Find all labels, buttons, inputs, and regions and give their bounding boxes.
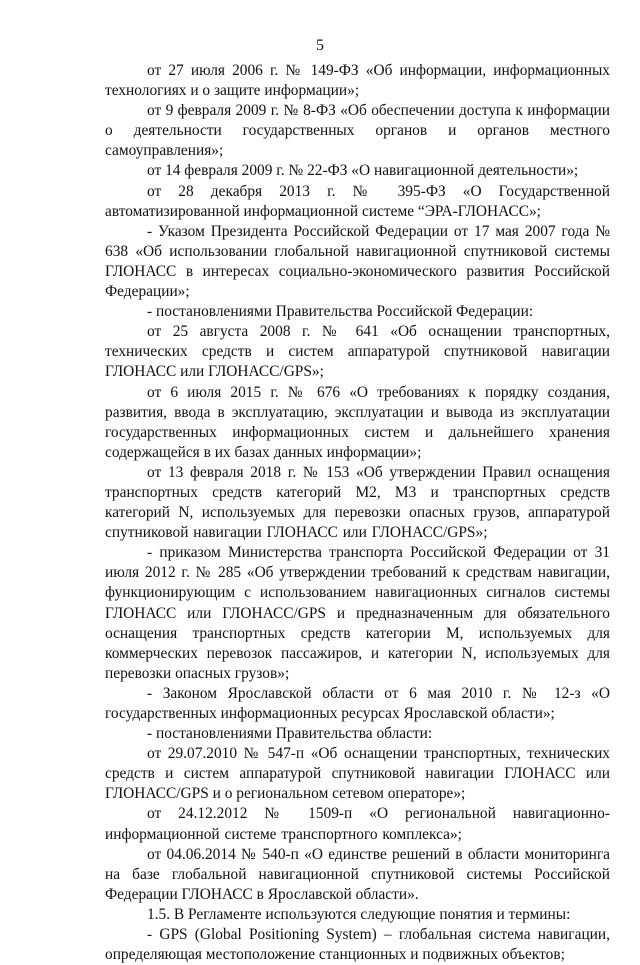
paragraph-law-149fz: от 27 июля 2006 г. № 149-ФЗ «Об информации, информационных технологиях и о защите информации»; — [105, 62, 610, 100]
paragraph-government-resolutions-heading: - постановлениями Правительства Российской Федерации: — [147, 303, 534, 321]
page-number: 5 — [316, 37, 324, 54]
paragraph-regional-resolution-547: от 29.07.2010 № 547-п «Об оснащении транспортных, технических средств и систем аппаратурой спутниковой навигации ГЛОНАСС или ГЛОНАСС/GPS и о региональном сетевом операторе»; — [105, 745, 610, 803]
paragraph-yaroslavl-law: - Законом Ярославской области от 6 мая 2010 г. № 12-з «О государственных информационных ресурсах Ярославской области»; — [105, 684, 610, 722]
paragraph-resolution-676: от 6 июля 2015 г. № 676 «О требованиях к порядку создания, развития, ввода в эксплуатацию, эксплуатации и вывода из эксплуатации государственных информационных систем и дальнейшего хранения содержащейся в их базах данных информации»; — [105, 383, 610, 461]
paragraph-section-1-5: 1.5. В Регламенте используются следующие понятия и термины: — [147, 905, 571, 923]
paragraph-transport-ministry-order: - приказом Министерства транспорта Российской Федерации от 31 июля 2012 г. № 285 «Об утверждении требований к средствам навигации, функционирующим с использованием навигационных сигналов системы ГЛОНАСС или ГЛОНАСС/GPS и предназначенным для обязательного оснащения транспортных средств категории М, используемых для коммерческих перевозок пассажиров, и категории N, используемых для перевозки опасных грузов»; — [105, 544, 610, 682]
paragraph-law-395fz: от 28 декабря 2013 г. № 395-ФЗ «О Государственной автоматизированной информационной системе “ЭРА-ГЛОНАСС»; — [105, 182, 610, 220]
paragraph-resolution-153: от 13 февраля 2018 г. № 153 «Об утверждении Правил оснащения транспортных средств категорий М2, М3 и транспортных средств категорий N, используемых для перевозки опасных грузов, аппаратурой спутниковой навигации ГЛОНАСС или ГЛОНАСС/GPS»; — [105, 463, 610, 542]
paragraph-regional-resolution-1509: от 24.12.2012 № 1509-п «О региональной навигационно-информационной системе транспортного комплекса»; — [105, 805, 610, 843]
paragraph-gps-definition: - GPS (Global Positioning System) – глобальная система навигации, определяющая местоположение станционных и подвижных объектов; — [105, 926, 610, 964]
paragraph-resolution-641: от 25 августа 2008 г. № 641 «Об оснащении транспортных, технических средств и систем аппаратурой спутниковой навигации ГЛОНАСС или ГЛОНАСС/GPS»; — [105, 323, 610, 381]
paragraph-law-22fz: от 14 февраля 2009 г. № 22-ФЗ «О навигационной деятельности»; — [147, 162, 579, 180]
paragraph-regional-resolutions-heading: - постановлениями Правительства области: — [147, 725, 433, 743]
paragraph-law-8fz: от 9 февраля 2009 г. № 8-ФЗ «Об обеспечении доступа к информации о деятельности государственных органов и органов местного самоуправления»; — [105, 102, 610, 160]
document-body — [105, 61, 610, 965]
paragraph-regional-resolution-540: от 04.06.2014 № 540-п «О единстве решений в области мониторинга на базе глобальной навигационной спутниковой системы Российской Федерации ГЛОНАСС в Ярославской области». — [105, 845, 610, 903]
paragraph-presidential-decree: - Указом Президента Российской Федерации от 17 мая 2007 года № 638 «Об использовании глобальной навигационной спутниковой системы ГЛОНАСС в интересах социально-экономического развития Российской Федерации»; — [105, 222, 610, 301]
